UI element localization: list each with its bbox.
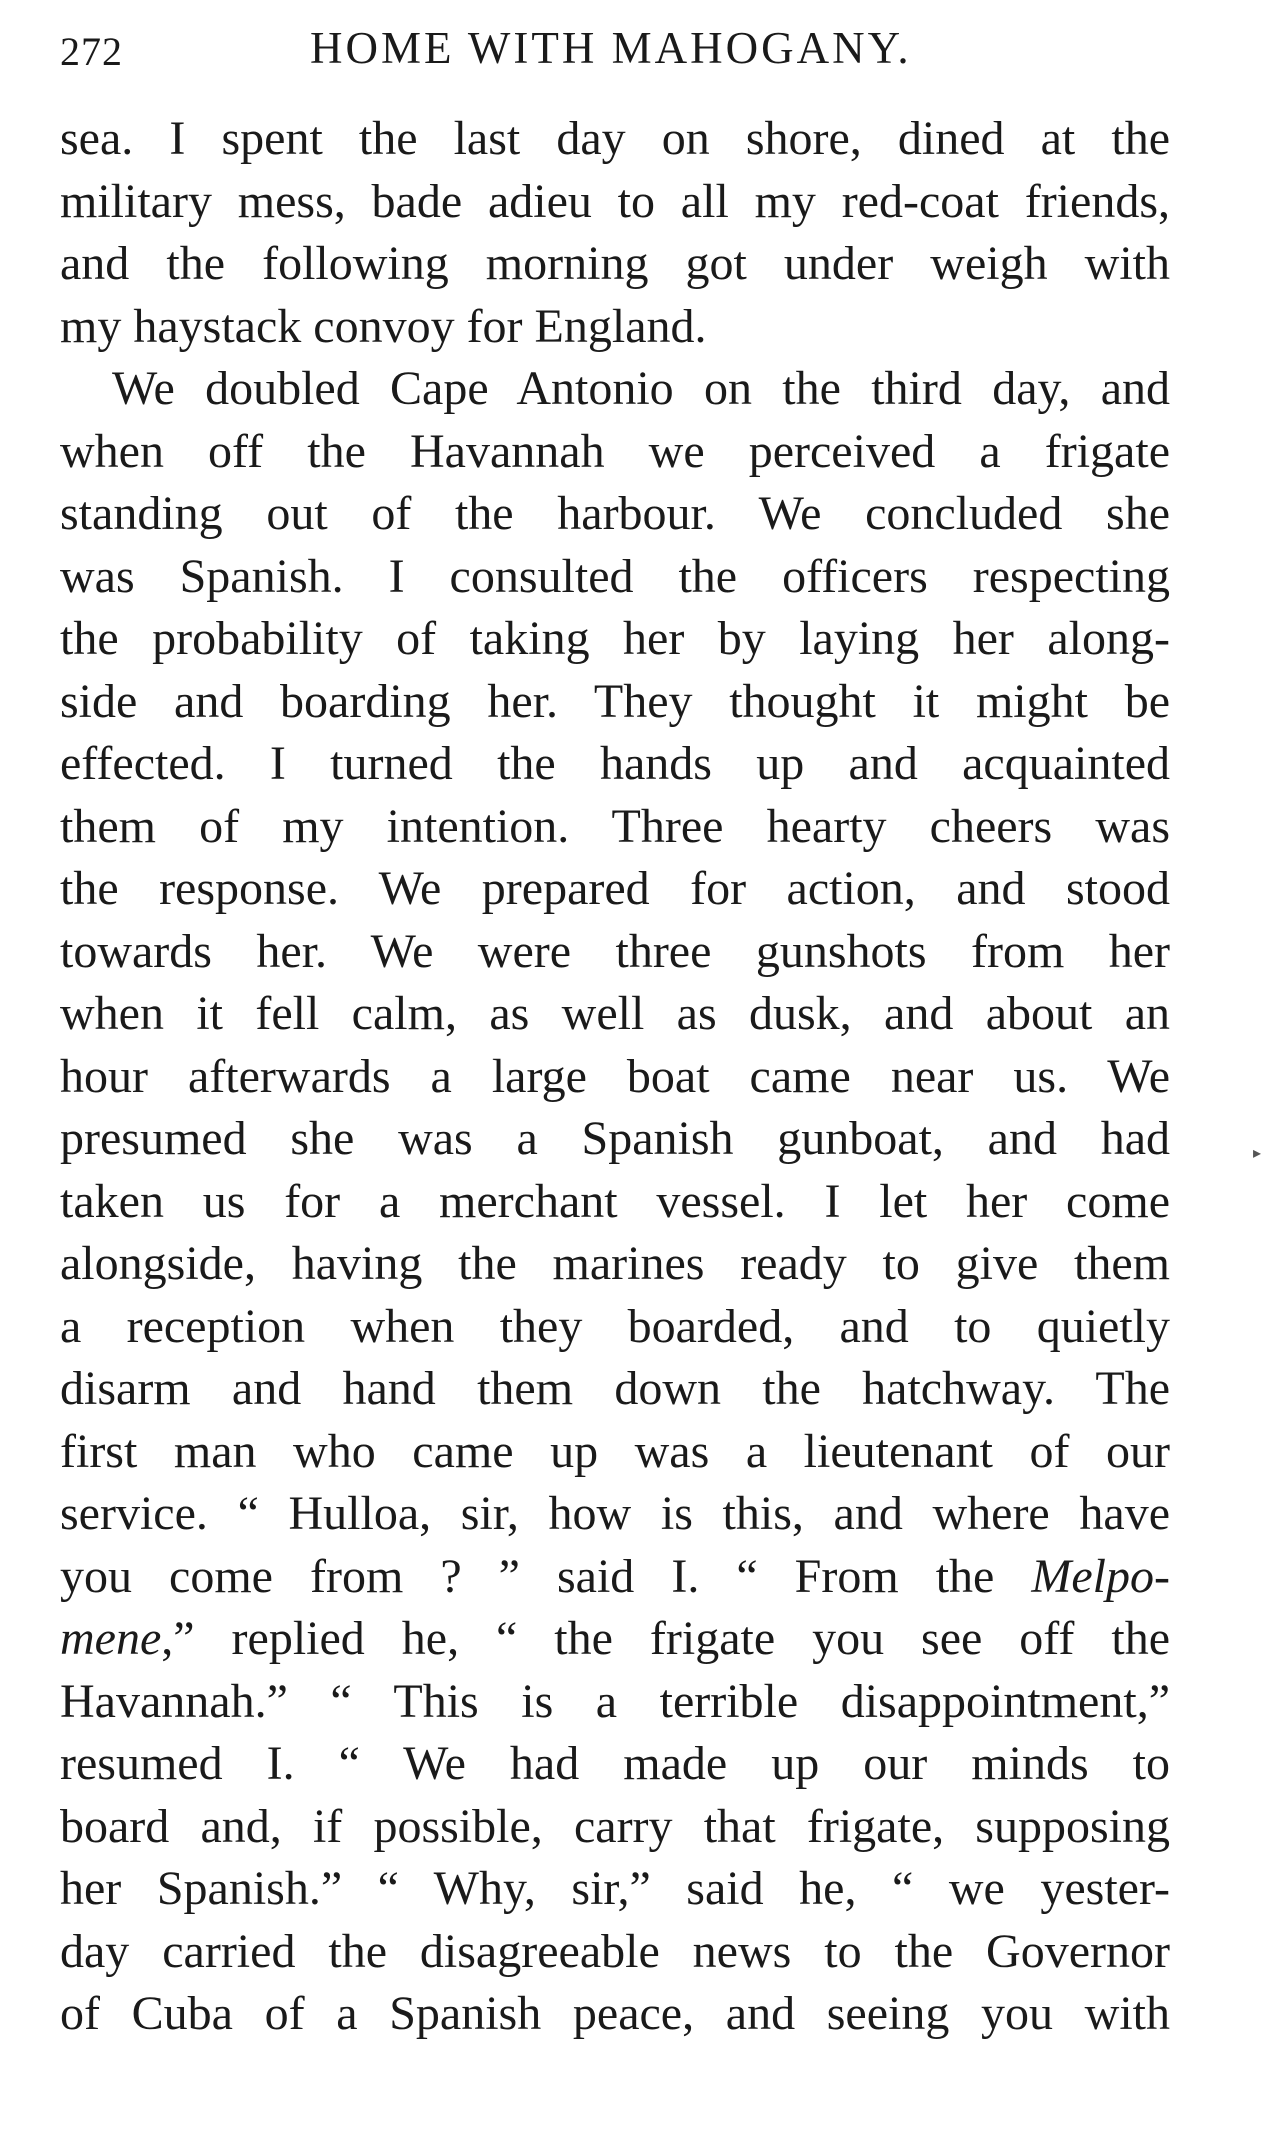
text-line: towards her. We were three gunshots from her <box>60 924 1170 978</box>
margin-speck: ▸ <box>1253 1145 1262 1162</box>
text-line: when off the Havannah we perceived a frigate <box>60 424 1170 478</box>
text-line: side and boarding her. They thought it might be <box>60 674 1170 728</box>
text-line: We doubled Cape Antonio on the third day, and <box>112 362 1170 415</box>
text-line: her Spanish.” “ Why, sir,” said he, “ we yester- <box>60 1862 1170 1915</box>
running-head: HOME WITH MAHOGANY. <box>310 23 912 73</box>
text-line: military mess, bade adieu to all my red-coat friends, <box>60 174 1170 228</box>
text-line: them of my intention. Three hearty cheers was <box>60 799 1170 853</box>
text-line: alongside, having the marines ready to give them <box>60 1237 1170 1290</box>
text-line: resumed I. “ We had made up our minds to <box>60 1737 1170 1790</box>
text-line: effected. I turned the hands up and acquainted <box>60 737 1170 790</box>
text-line: when it fell calm, as well as dusk, and about an <box>60 987 1170 1040</box>
text-line: you come from ? ” said I. “ From the Melpo- <box>60 1549 1170 1603</box>
text-line: service. “ Hulloa, sir, how is this, and where have <box>60 1487 1170 1540</box>
page-number: 272 <box>60 29 123 74</box>
text-line: presumed she was a Spanish gunboat, and had <box>60 1112 1170 1165</box>
text-line: day carried the disagreeable news to the Governor <box>60 1924 1170 1978</box>
text-line: my haystack convoy for England. <box>60 299 707 353</box>
text-line: and the following morning got under weigh with <box>60 237 1170 290</box>
text-line: standing out of the harbour. We concluded she <box>60 487 1170 540</box>
ship-name-italic: Melpo- <box>1031 1549 1170 1603</box>
text-line: board and, if possible, carry that frigate, supposing <box>60 1799 1170 1853</box>
text-line: first man who came up was a lieutenant of our <box>60 1424 1170 1478</box>
text-line: was Spanish. I consulted the officers respecting <box>60 549 1170 603</box>
page-header <box>60 22 1180 82</box>
text-line: hour afterwards a large boat came near us. We <box>60 1049 1170 1103</box>
text-line: the response. We prepared for action, and stood <box>60 862 1170 915</box>
text-line: disarm and hand them down the hatchway. The <box>60 1362 1170 1415</box>
text-line: a reception when they boarded, and to quietly <box>60 1299 1170 1353</box>
ship-name-italic: mene <box>60 1612 162 1665</box>
text-line: the probability of taking her by laying her along- <box>60 612 1170 665</box>
text-line: Havannah.” “ This is a terrible disappointment,” <box>60 1674 1170 1728</box>
text-line: of Cuba of a Spanish peace, and seeing you with <box>60 1987 1170 2040</box>
text-line: taken us for a merchant vessel. I let her come <box>60 1174 1170 1228</box>
text-line: sea. I spent the last day on shore, dined at the <box>60 112 1170 165</box>
text-line: mene,” replied he, “ the frigate you see off the <box>60 1612 1170 1665</box>
body-text <box>60 108 1170 2046</box>
